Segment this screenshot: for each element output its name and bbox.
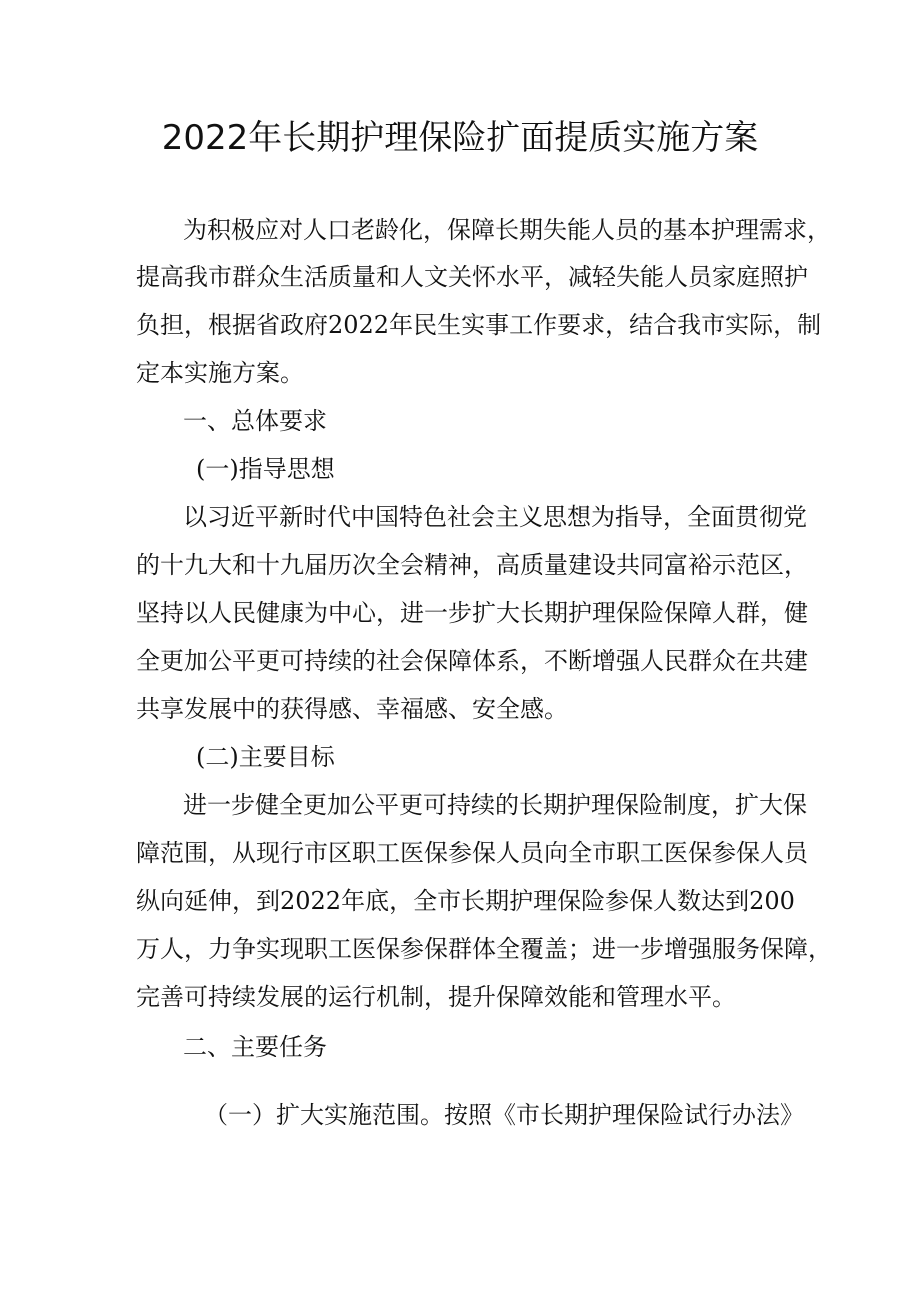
paragraph-line: 的十九大和十九届历次全会精神，高质量建设共同富裕示范区， [136, 551, 808, 579]
subsection-heading: (二)主要目标 [196, 743, 335, 771]
section-heading: 二、主要任务 [183, 1033, 327, 1061]
paragraph-line: 坚持以人民健康为中心，进一步扩大长期护理保险保障人群，健 [136, 599, 808, 627]
paragraph-line: 进一步健全更加公平更可持续的长期护理保险制度，扩大保 [183, 791, 807, 819]
paragraph-line: （一）扩大实施范围。按照《市长期护理保险试行办法》 [204, 1101, 804, 1129]
paragraph-line: 以习近平新时代中国特色社会主义思想为指导，全面贯彻党 [183, 503, 807, 531]
paragraph-line: 定本实施方案。 [136, 359, 304, 387]
paragraph-line: 负担，根据省政府2022年民生实事工作要求，结合我市实际，制 [136, 311, 822, 339]
paragraph-line: 共享发展中的获得感、幸福感、安全感。 [136, 695, 568, 723]
section-heading: 一、总体要求 [183, 407, 327, 435]
paragraph-line: 障范围，从现行市区职工医保参保人员向全市职工医保参保人员 [136, 839, 808, 867]
paragraph-line: 万人，力争实现职工医保参保群体全覆盖；进一步增强服务保障， [136, 935, 832, 963]
subsection-heading: (一)指导思想 [196, 455, 335, 483]
document-title: 2022年长期护理保险扩面提质实施方案 [161, 118, 759, 158]
paragraph-line: 完善可持续发展的运行机制，提升保障效能和管理水平。 [136, 983, 736, 1011]
paragraph-line: 纵向延伸，到2022年底，全市长期护理保险参保人数达到200 [136, 887, 795, 915]
paragraph-line: 全更加公平更可持续的社会保障体系，不断增强人民群众在共建 [136, 647, 808, 675]
paragraph-line: 提高我市群众生活质量和人文关怀水平，减轻失能人员家庭照护 [136, 263, 808, 291]
paragraph-line: 为积极应对人口老龄化，保障长期失能人员的基本护理需求， [183, 216, 831, 244]
